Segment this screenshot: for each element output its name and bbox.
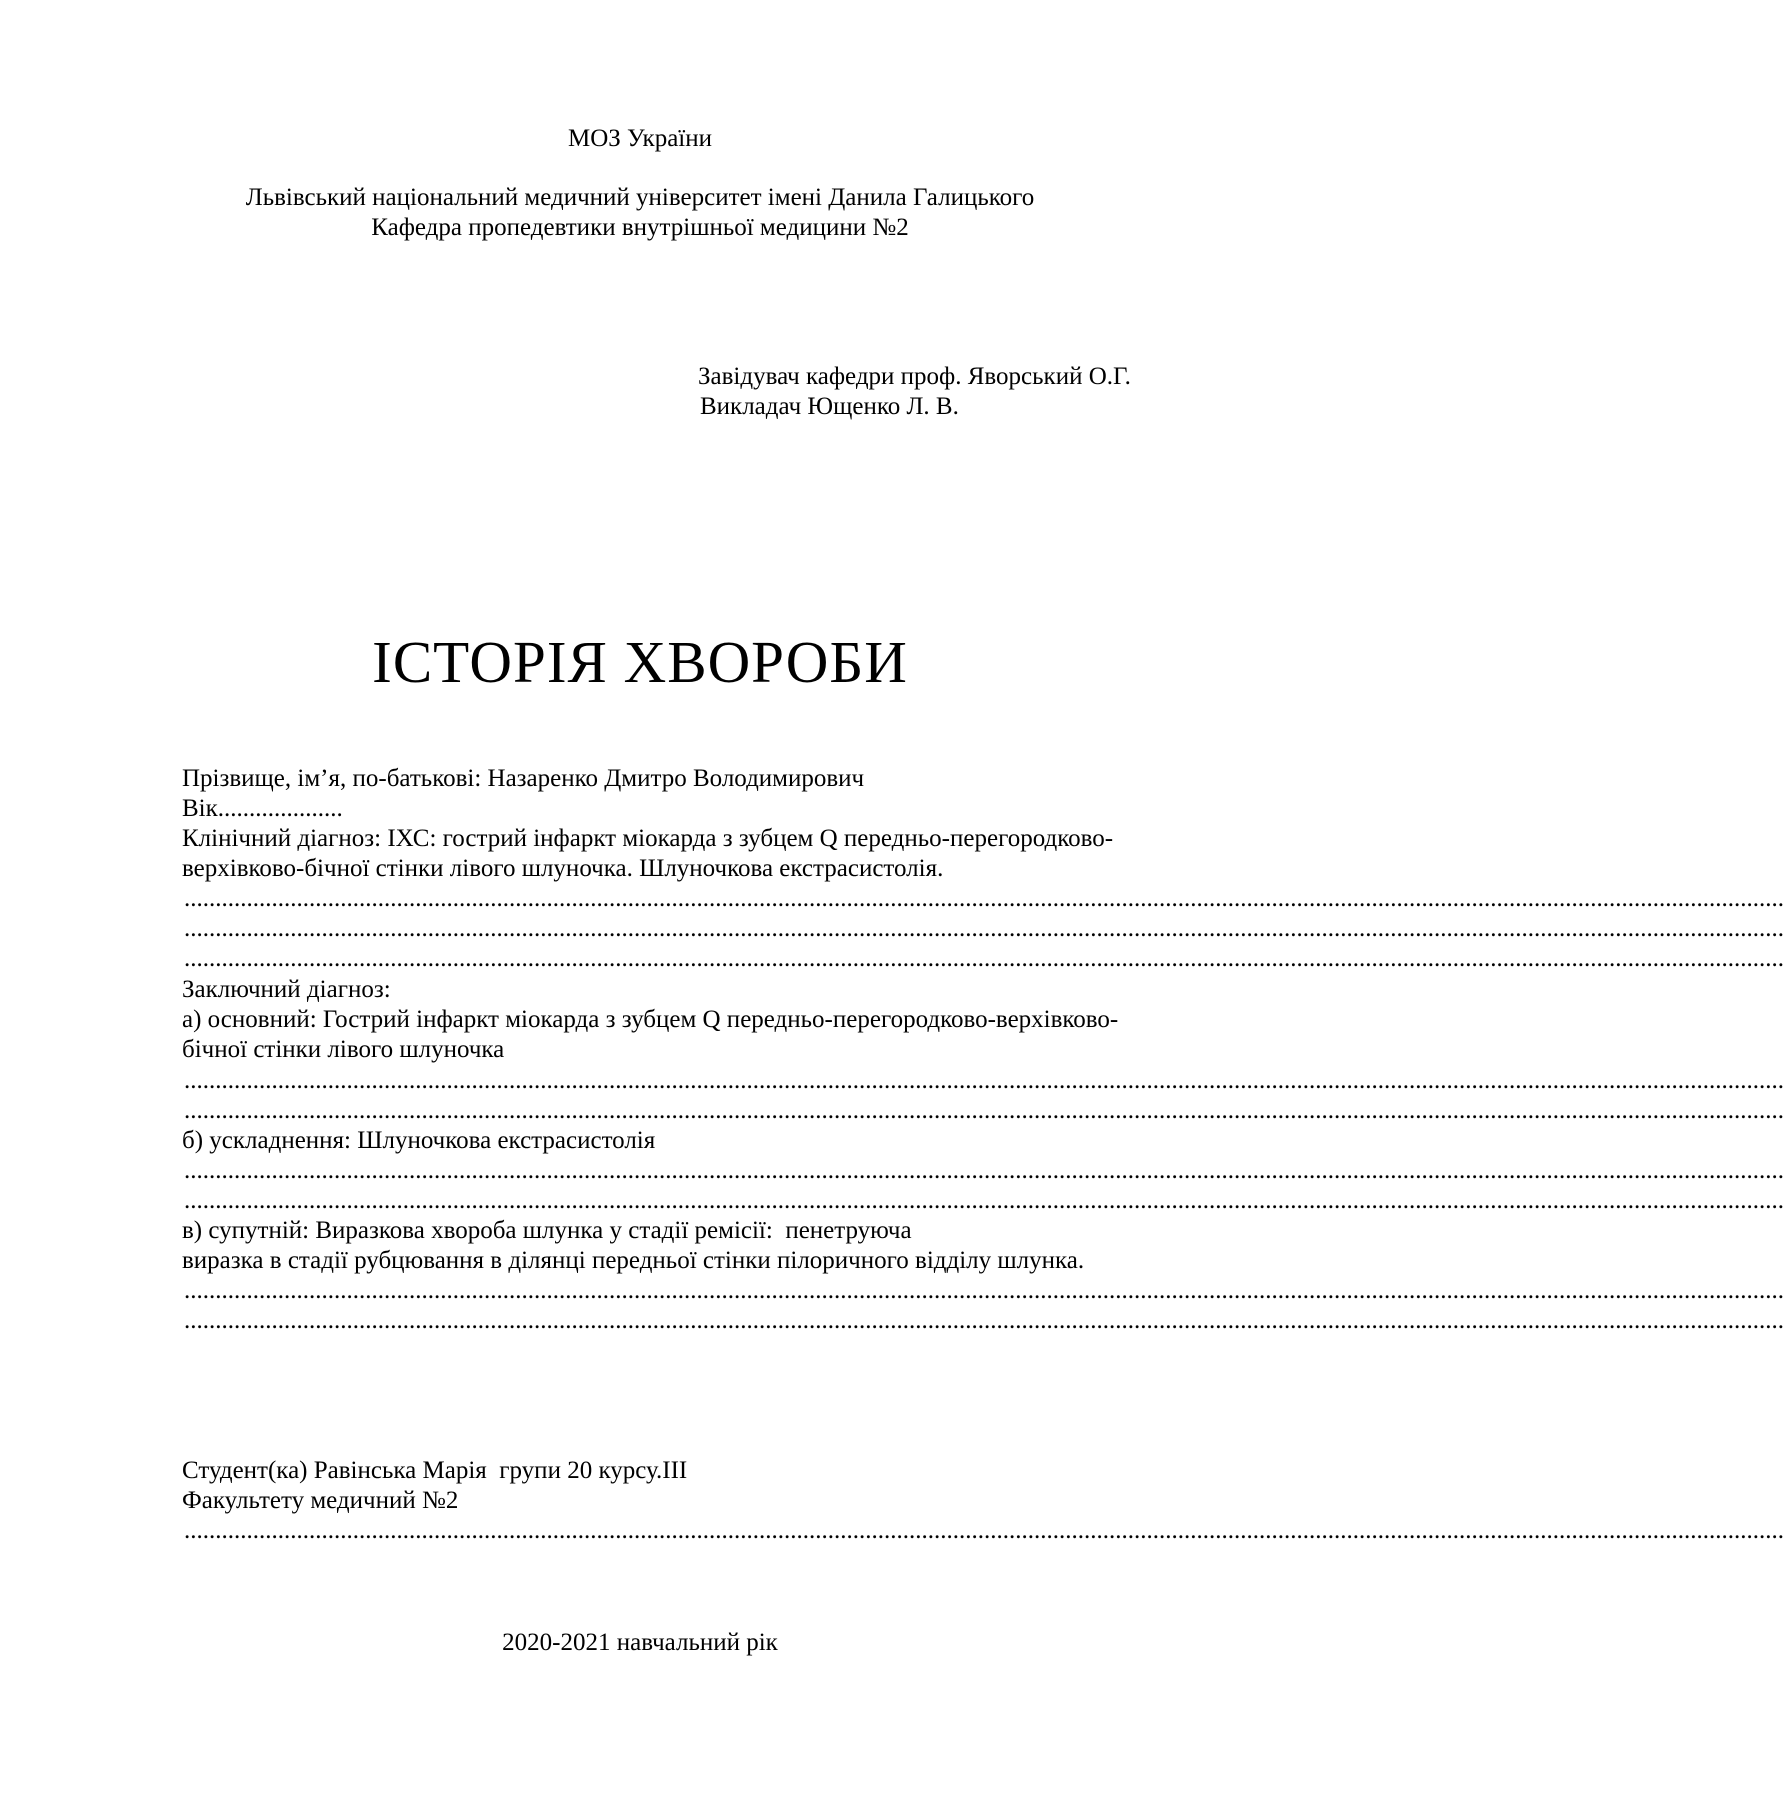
ministry-heading: МОЗ України: [567, 125, 712, 152]
patient-name-line: Прізвище, ім’я, по-батькові: Назаренко Дмитро Володимирович: [182, 765, 865, 792]
dotted-fill-line: ................................................................................................................................................................................................................................................................: [184, 1097, 1784, 1124]
main-diagnosis-line-1: а) основний: Гострий інфаркт міокарда з зубцем Q передньо-перегородково-верхівково-: [182, 1006, 1119, 1033]
dotted-fill-line: ................................................................................................................................................................................................................................................................: [184, 1307, 1784, 1334]
student-line: Студент(ка) Равінська Марія групи 20 курсу.III: [182, 1457, 688, 1484]
clinical-diagnosis-line-1: Клінічний діагноз: ІХС: гострий інфаркт міокарда з зубцем Q передньо-перегородково-: [182, 825, 1114, 852]
department-head: Завідувач кафедри проф. Яворський О.Г.: [698, 363, 1131, 390]
dotted-fill-line: ................................................................................................................................................................................................................................................................: [184, 1517, 1784, 1544]
concomitant-diagnosis-line-2: виразка в стадії рубцювання в ділянці передньої стінки пілоричного відділу шлунка.: [182, 1247, 1085, 1274]
dotted-fill-line: ................................................................................................................................................................................................................................................................: [184, 915, 1784, 942]
dotted-fill-line: ................................................................................................................................................................................................................................................................: [184, 1067, 1784, 1094]
university-name: Львівський національний медичний університет імені Данила Галицького: [245, 184, 1035, 211]
patient-age-line: Вік....................: [182, 795, 343, 822]
main-diagnosis-line-2: бічної стінки лівого шлуночка: [182, 1036, 505, 1063]
dotted-fill-line: ................................................................................................................................................................................................................................................................: [184, 1277, 1784, 1304]
concomitant-diagnosis-line-1: в) супутній: Виразкова хвороба шлунка у стадії ремісії: пенетруюча: [182, 1217, 912, 1244]
final-diagnosis-heading: Заключний діагноз:: [182, 976, 391, 1003]
dotted-fill-line: ................................................................................................................................................................................................................................................................: [184, 1157, 1784, 1184]
academic-year: 2020-2021 навчальний рік: [502, 1629, 778, 1656]
teacher-name: Викладач Ющенко Л. В.: [700, 393, 959, 420]
department-name: Кафедра пропедевтики внутрішньої медицини №2: [371, 214, 909, 241]
dotted-fill-line: ................................................................................................................................................................................................................................................................: [184, 1187, 1784, 1214]
faculty-line: Факультету медичний №2: [182, 1487, 459, 1514]
dotted-fill-line: ................................................................................................................................................................................................................................................................: [184, 945, 1784, 972]
clinical-diagnosis-line-2: верхівково-бічної стінки лівого шлуночка. Шлуночкова екстрасистолія.: [182, 855, 944, 882]
dotted-fill-line: ................................................................................................................................................................................................................................................................: [184, 885, 1784, 912]
page-title: ІСТОРІЯ ХВОРОБИ: [372, 629, 908, 695]
complication-line: б) ускладнення: Шлуночкова екстрасистолія: [182, 1127, 656, 1154]
